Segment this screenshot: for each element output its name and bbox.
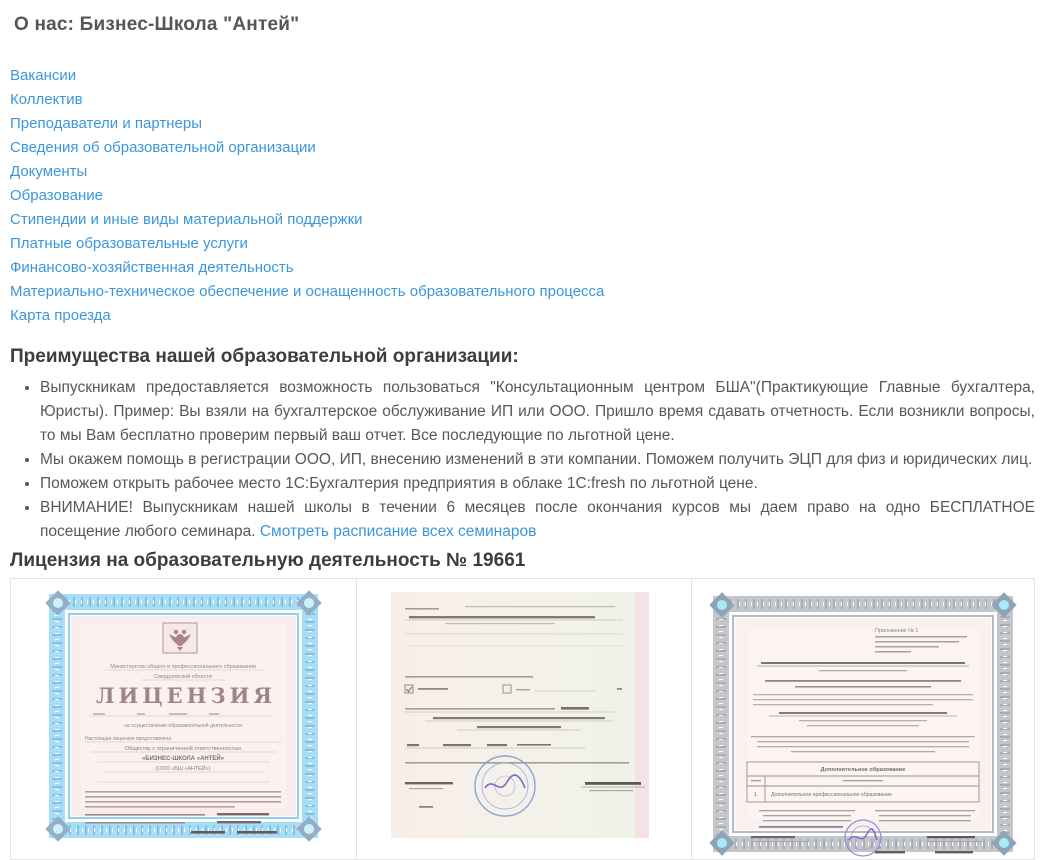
about-section-nav	[10, 64, 1035, 328]
nav-link-documents[interactable]: Документы	[10, 163, 88, 180]
ministry-region-text: Свердловской области	[154, 674, 212, 680]
license-title-text: ЛИЦЕНЗИЯ	[95, 683, 277, 708]
nav-link-facilities[interactable]: Материально-техническое обеспечение и оснащенность образовательного процесса	[10, 283, 605, 300]
license-subtitle-text: на осуществление образовательной деятельности	[124, 723, 242, 729]
nav-link-paid-services[interactable]: Платные образовательные услуги	[10, 235, 248, 252]
nav-link-org-info[interactable]: Сведения об образовательной организации	[10, 139, 316, 156]
license-cell-front	[11, 579, 357, 859]
license-heading: Лицензия на образовательную деятельность № 19661	[10, 550, 526, 571]
advantage-text: Выпускникам предоставляется возможность пользоваться "Консультационным центром БША"(Практикующие Главные бухгалтера, Юристы). Пример: Вы взяли на бухгалтерское обслуживание ИП или ООО. Пришло время сдавать отчетность. Если возникли вопросы, то мы Вам бесплатно проверим первый ваш отчет. Все последующие по льготной цене.	[40, 379, 1035, 444]
org-type-text: Обществу с ограниченной ответственностью	[124, 746, 242, 752]
annex-label-text: Приложение № 1	[875, 628, 919, 634]
advantage-text: Поможем открыть рабочее место 1С:Бухгалтерия предприятия в облаке 1С:fresh по льготной цене.	[40, 475, 758, 492]
ministry-text: Министерство общего и профессионального образования	[110, 664, 256, 670]
table-header-text: Дополнительное образование	[820, 767, 906, 773]
advantage-item	[40, 376, 1035, 448]
advantage-text: Мы окажем помощь в регистрации ООО, ИП, внесению изменений в эти компании. Поможем получить ЭЦП для физ и юридических лиц.	[40, 451, 1033, 468]
license-back-image[interactable]	[385, 590, 663, 842]
license-front-image[interactable]	[41, 590, 326, 842]
nav-link-team[interactable]: Коллектив	[10, 91, 83, 108]
advantage-text: ВНИМАНИЕ! Выпускникам нашей школы в течении 6 месяцев после окончания курсов мы даем право на одно БЕСПЛАТНОЕ посещение любого семинара.	[40, 499, 1035, 540]
nav-link-education[interactable]: Образование	[10, 187, 103, 204]
license-cell-back	[357, 579, 692, 859]
advantages-list	[10, 376, 1035, 544]
advantage-item	[40, 496, 1035, 544]
table-row-number: 1.	[753, 792, 759, 798]
org-short-text: (ООО «БШ «АНТЕЙ»)	[155, 766, 211, 772]
coat-of-arms-icon	[163, 623, 197, 653]
granted-label-text: Настоящая лицензия предоставлена	[85, 736, 172, 742]
org-name-text: «БИЗНЕС-ШКОЛА «АНТЕЙ»	[141, 756, 225, 762]
advantages-heading: Преимущества нашей образовательной организации:	[10, 346, 519, 367]
nav-link-finance[interactable]: Финансово-хозяйственная деятельность	[10, 259, 294, 276]
advantage-item	[40, 448, 1035, 472]
license-certificates-table	[10, 578, 1035, 860]
nav-link-scholarships[interactable]: Стипендии и иные виды материальной поддержки	[10, 211, 363, 228]
seminars-schedule-link[interactable]: Смотреть расписание всех семинаров	[259, 523, 537, 540]
page-title: О нас: Бизнес-Школа "Антей"	[14, 14, 300, 35]
scan-paper	[391, 592, 649, 838]
nav-link-vacancies[interactable]: Вакансии	[10, 67, 77, 84]
nav-link-map[interactable]: Карта проезда	[10, 307, 111, 324]
nav-link-teachers[interactable]: Преподаватели и партнеры	[10, 115, 202, 132]
advantage-item	[40, 472, 1035, 496]
license-appendix-image[interactable]	[703, 590, 1023, 858]
table-row-text: Дополнительное профессиональное образование	[771, 792, 892, 798]
license-cell-appendix	[692, 579, 1034, 859]
